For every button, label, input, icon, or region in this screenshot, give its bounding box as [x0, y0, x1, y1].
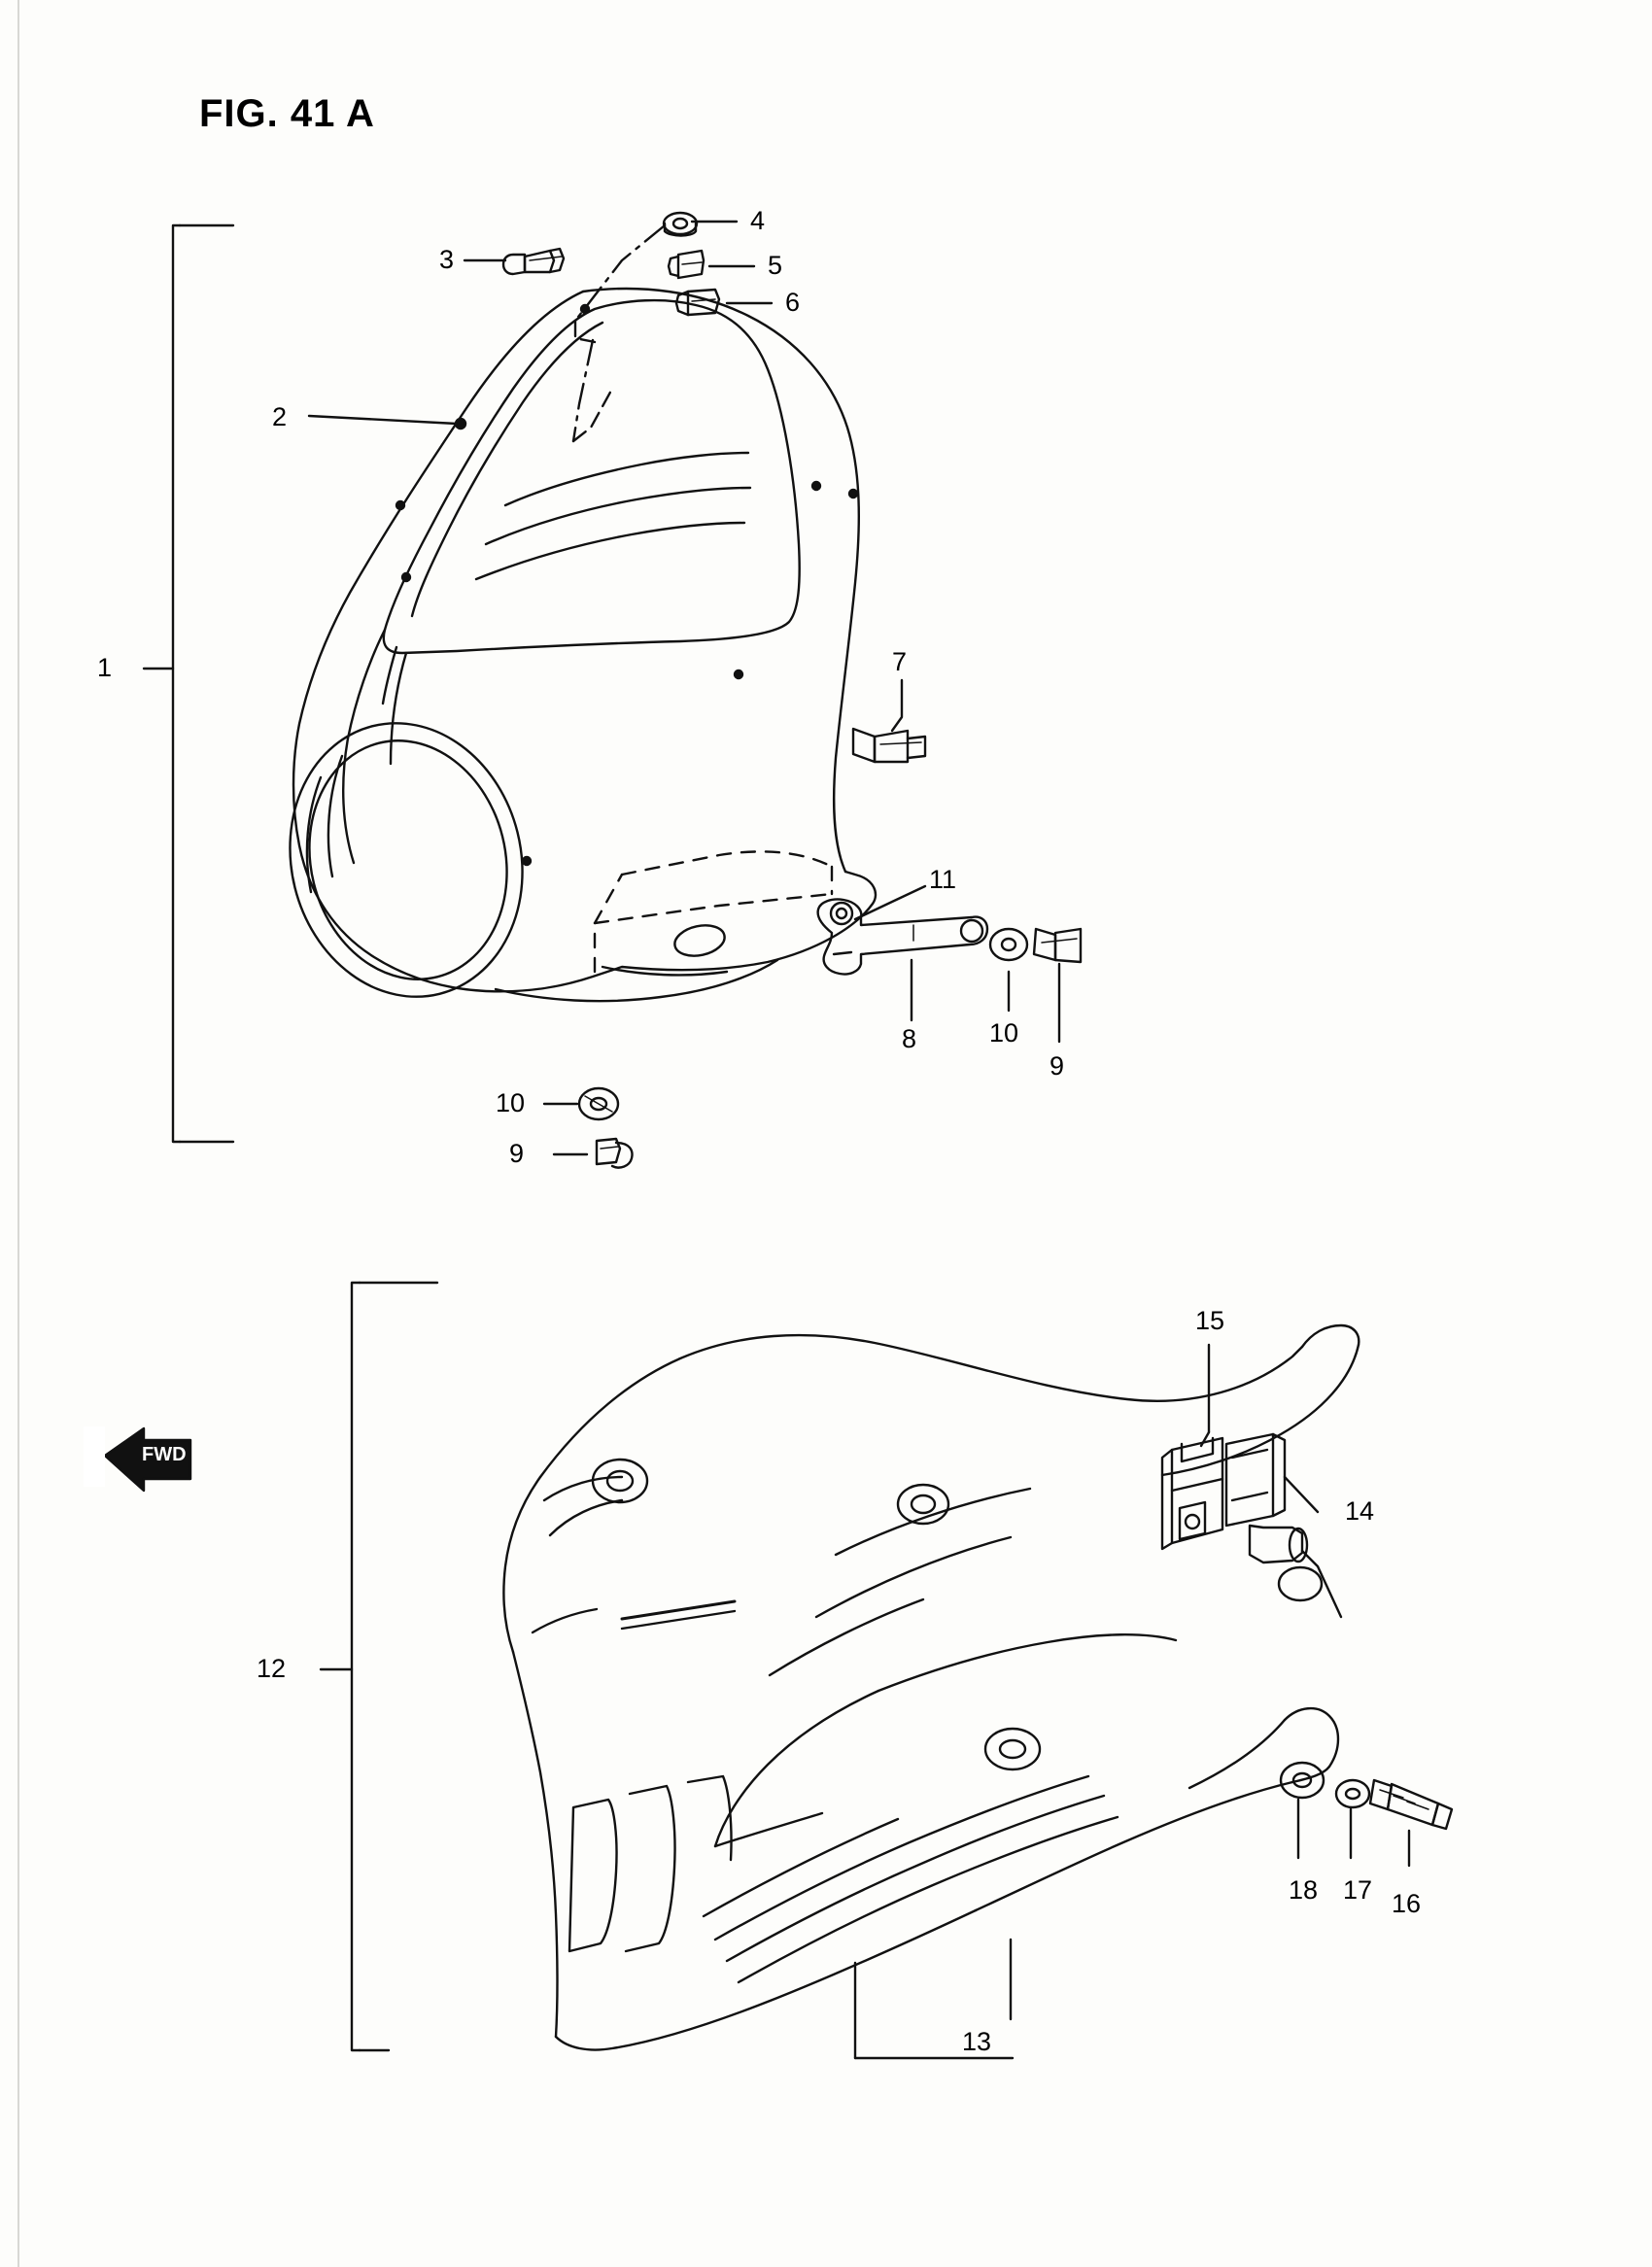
leader-2 [309, 416, 465, 429]
part-5-screw [669, 251, 754, 278]
callout-11: 11 [929, 865, 957, 894]
cowling-body [261, 289, 876, 1021]
part-9-bolt-bottom [554, 1139, 632, 1168]
callout-10-bottom: 10 [496, 1088, 526, 1117]
callout-14: 14 [1345, 1496, 1375, 1526]
callout-10-right: 10 [989, 1018, 1019, 1048]
callout-8: 8 [902, 1024, 917, 1053]
callout-2: 2 [272, 402, 288, 431]
part-7-bolt [853, 680, 925, 762]
part-9-bolt-right [1034, 929, 1081, 1042]
part-3-screw [465, 249, 564, 274]
part-16-bolt [1370, 1780, 1452, 1866]
callout-4: 4 [750, 206, 766, 235]
part-4-grommet [664, 213, 737, 236]
group-bracket-upper [144, 225, 233, 1142]
figure-title: FIG. 41 A [199, 92, 375, 135]
part-6-nut [676, 290, 772, 315]
callout-9-bottom: 9 [509, 1139, 525, 1168]
callout-17: 17 [1343, 1875, 1373, 1905]
callout-9-right: 9 [1050, 1051, 1065, 1081]
part-8-bracket [818, 899, 987, 1020]
callout-18: 18 [1289, 1875, 1319, 1905]
callout-12: 12 [257, 1654, 287, 1683]
part-18-washer [1281, 1763, 1324, 1858]
part-17-washer [1336, 1780, 1369, 1858]
callout-16: 16 [1392, 1889, 1422, 1918]
callout-5: 5 [768, 251, 783, 280]
part-10-washer-right [990, 929, 1027, 1011]
part-14-15-clip [1162, 1345, 1341, 1617]
callout-3: 3 [439, 245, 455, 274]
under-cowling-body [503, 1325, 1359, 2050]
callout-15: 15 [1195, 1306, 1225, 1335]
group-bracket-lower [321, 1283, 437, 2050]
callout-6: 6 [785, 288, 801, 317]
part-11-leader [855, 886, 925, 919]
part-10-washer-bottom [544, 1088, 618, 1119]
callout-7: 7 [892, 647, 908, 676]
callout-13: 13 [962, 2027, 992, 2056]
fwd-label: FWD [142, 1444, 187, 1465]
callout-1: 1 [97, 653, 113, 682]
